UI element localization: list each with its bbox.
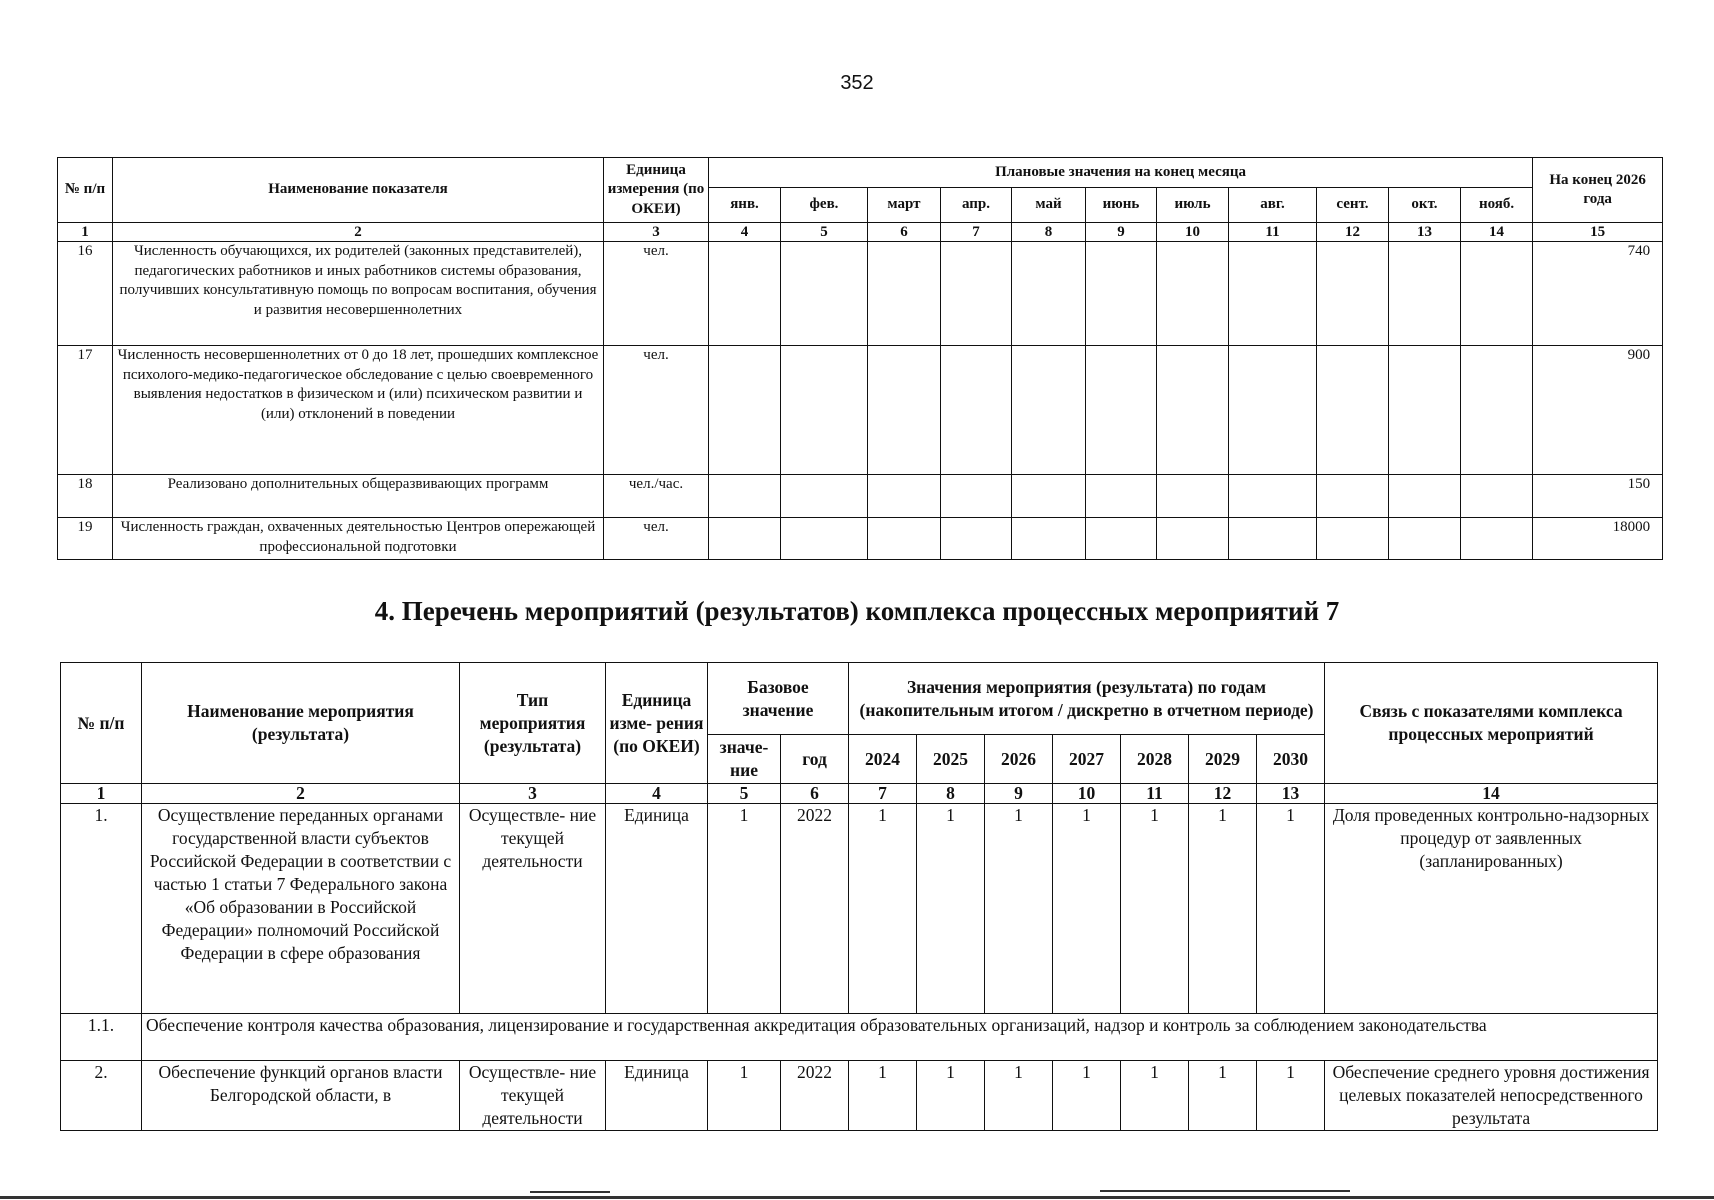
header-monthly-plan: Плановые значения на конец месяца: [709, 158, 1533, 188]
header-values-by-year: Значения мероприятия (результата) по годам (накопительным итогом / дискретно в отчетном периоде): [849, 663, 1325, 735]
header-year: 2025: [917, 735, 985, 784]
header-year: 2026: [985, 735, 1053, 784]
header-unit: Единица изме- рения (по ОКЕИ): [606, 663, 708, 784]
unit: чел.: [604, 346, 709, 475]
scan-line: [0, 1196, 1714, 1199]
column-number: 6: [781, 784, 849, 804]
row-num: 19: [58, 518, 113, 560]
header-month: фев.: [781, 188, 868, 223]
header-month: окт.: [1389, 188, 1461, 223]
base-year: 2022: [781, 1061, 849, 1131]
activity-name: Обеспечение функций органов власти Белгородской области, в: [142, 1061, 460, 1131]
header-unit: Единица измерения (по ОКЕИ): [604, 158, 709, 223]
table-row: [58, 346, 1663, 475]
header-final-2026: На конец 2026 года: [1533, 158, 1663, 223]
table-row: [58, 242, 1663, 346]
column-number: 12: [1189, 784, 1257, 804]
indicator-name: Численность граждан, охваченных деятельностью Центров опережающей профессиональной подготовки: [113, 518, 604, 560]
row-num: 16: [58, 242, 113, 346]
relation: Обеспечение среднего уровня достижения целевых показателей непосредственного результата: [1325, 1061, 1658, 1131]
header-indicator-name: Наименование показателя: [113, 158, 604, 223]
year-value: 1: [917, 1061, 985, 1131]
year-value: 1: [1121, 804, 1189, 1014]
header-activity-type: Тип мероприятия (результата): [460, 663, 606, 784]
column-number: 2: [113, 223, 604, 242]
page-number: 352: [840, 72, 874, 94]
column-number: 9: [1086, 223, 1157, 242]
year-value: 1: [1257, 804, 1325, 1014]
column-number: 9: [985, 784, 1053, 804]
column-number: 8: [1012, 223, 1086, 242]
year-value: 1: [917, 804, 985, 1014]
year-value: 1: [1053, 804, 1121, 1014]
column-number: 13: [1257, 784, 1325, 804]
activities-table: [60, 662, 1658, 1131]
column-number: 13: [1389, 223, 1461, 242]
indicator-name: Численность обучающихся, их родителей (законных представителей), педагогических работников и иных работников системы образования, получивших консультативную помощь по вопросам воспитания, обучения и развития несовершеннолетних: [113, 242, 604, 346]
header-month: апр.: [941, 188, 1012, 223]
column-number-row: [61, 784, 1658, 804]
subrow: [61, 1014, 1658, 1061]
year-value: 1: [1053, 1061, 1121, 1131]
base-year: 2022: [781, 804, 849, 1014]
unit: чел.: [604, 242, 709, 346]
column-number: 6: [868, 223, 941, 242]
final-value: 900: [1533, 346, 1663, 475]
column-number-row: [58, 223, 1663, 242]
header-year: 2029: [1189, 735, 1257, 784]
unit: чел./час.: [604, 475, 709, 518]
section-heading: 4. Перечень мероприятий (результатов) комплекса процессных мероприятий 7: [374, 596, 1340, 626]
year-value: 1: [985, 804, 1053, 1014]
base-value: 1: [708, 1061, 781, 1131]
row-num: 1.: [61, 804, 142, 1014]
year-value: 1: [1121, 1061, 1189, 1131]
header-year: 2028: [1121, 735, 1189, 784]
header-month: сент.: [1317, 188, 1389, 223]
column-number: 12: [1317, 223, 1389, 242]
column-number: 14: [1325, 784, 1658, 804]
unit: Единица: [606, 1061, 708, 1131]
activity-type: Осуществле- ние текущей деятельности: [460, 1061, 606, 1131]
column-number: 5: [781, 223, 868, 242]
unit: чел.: [604, 518, 709, 560]
column-number: 1: [58, 223, 113, 242]
header-activity-name: Наименование мероприятия (результата): [142, 663, 460, 784]
column-number: 11: [1229, 223, 1317, 242]
header-relation: Связь с показателями комплекса процессных мероприятий: [1325, 663, 1658, 784]
column-number: 4: [709, 223, 781, 242]
row-num: 1.1.: [61, 1014, 142, 1061]
table-row: [61, 804, 1658, 1014]
column-number: 15: [1533, 223, 1663, 242]
column-number: 3: [460, 784, 606, 804]
header-year: 2027: [1053, 735, 1121, 784]
header-num: № п/п: [61, 663, 142, 784]
monthly-plan-table: [57, 157, 1663, 560]
column-number: 5: [708, 784, 781, 804]
unit: Единица: [606, 804, 708, 1014]
row-num: 17: [58, 346, 113, 475]
header-month: май: [1012, 188, 1086, 223]
header-num: № п/п: [58, 158, 113, 223]
header-month: авг.: [1229, 188, 1317, 223]
header-month: июль: [1157, 188, 1229, 223]
header-month: нояб.: [1461, 188, 1533, 223]
header-base-val: значе- ние: [708, 735, 781, 784]
column-number: 7: [849, 784, 917, 804]
year-value: 1: [849, 1061, 917, 1131]
final-value: 740: [1533, 242, 1663, 346]
indicator-name: Численность несовершеннолетних от 0 до 18 лет, прошедших комплексное психолого-медико-педагогическое обследование с целью своевременного выявления недостатков в физическом и (или) психическом развитии и (или) отклонений в поведении: [113, 346, 604, 475]
header-year: 2030: [1257, 735, 1325, 784]
final-value: 150: [1533, 475, 1663, 518]
header-month: июнь: [1086, 188, 1157, 223]
column-number: 1: [61, 784, 142, 804]
year-value: 1: [1189, 804, 1257, 1014]
base-value: 1: [708, 804, 781, 1014]
header-year: 2024: [849, 735, 917, 784]
activity-type: Осуществле- ние текущей деятельности: [460, 804, 606, 1014]
column-number: 3: [604, 223, 709, 242]
column-number: 14: [1461, 223, 1533, 242]
year-value: 1: [849, 804, 917, 1014]
indicator-name: Реализовано дополнительных общеразвивающих программ: [113, 475, 604, 518]
activity-name: Осуществление переданных органами государственной власти субъектов Российской Федерации в соответствии с частью 1 статьи 7 Федерального закона «Об образовании в Российской Федерации» полномочий Российской Федерации в сфере образования: [142, 804, 460, 1014]
scan-line: [1100, 1190, 1350, 1192]
year-value: 1: [985, 1061, 1053, 1131]
table-row: [58, 475, 1663, 518]
relation: Доля проведенных контрольно-надзорных процедур от заявленных (запланированных): [1325, 804, 1658, 1014]
row-num: 2.: [61, 1061, 142, 1131]
column-number: 7: [941, 223, 1012, 242]
header-base-value: Базовое значение: [708, 663, 849, 735]
year-value: 1: [1189, 1061, 1257, 1131]
year-value: 1: [1257, 1061, 1325, 1131]
header-base-year: год: [781, 735, 849, 784]
column-number: 10: [1157, 223, 1229, 242]
column-number: 2: [142, 784, 460, 804]
table-row: [61, 1061, 1658, 1131]
column-number: 10: [1053, 784, 1121, 804]
row-num: 18: [58, 475, 113, 518]
column-number: 4: [606, 784, 708, 804]
column-number: 11: [1121, 784, 1189, 804]
scan-line: [530, 1191, 610, 1193]
table-row: [58, 518, 1663, 560]
header-month: янв.: [709, 188, 781, 223]
subrow-text: Обеспечение контроля качества образования, лицензирование и государственная аккредитация образовательных организаций, надзор и контроль за соблюдением законодательства: [142, 1014, 1658, 1061]
column-number: 8: [917, 784, 985, 804]
final-value: 18000: [1533, 518, 1663, 560]
header-month: март: [868, 188, 941, 223]
